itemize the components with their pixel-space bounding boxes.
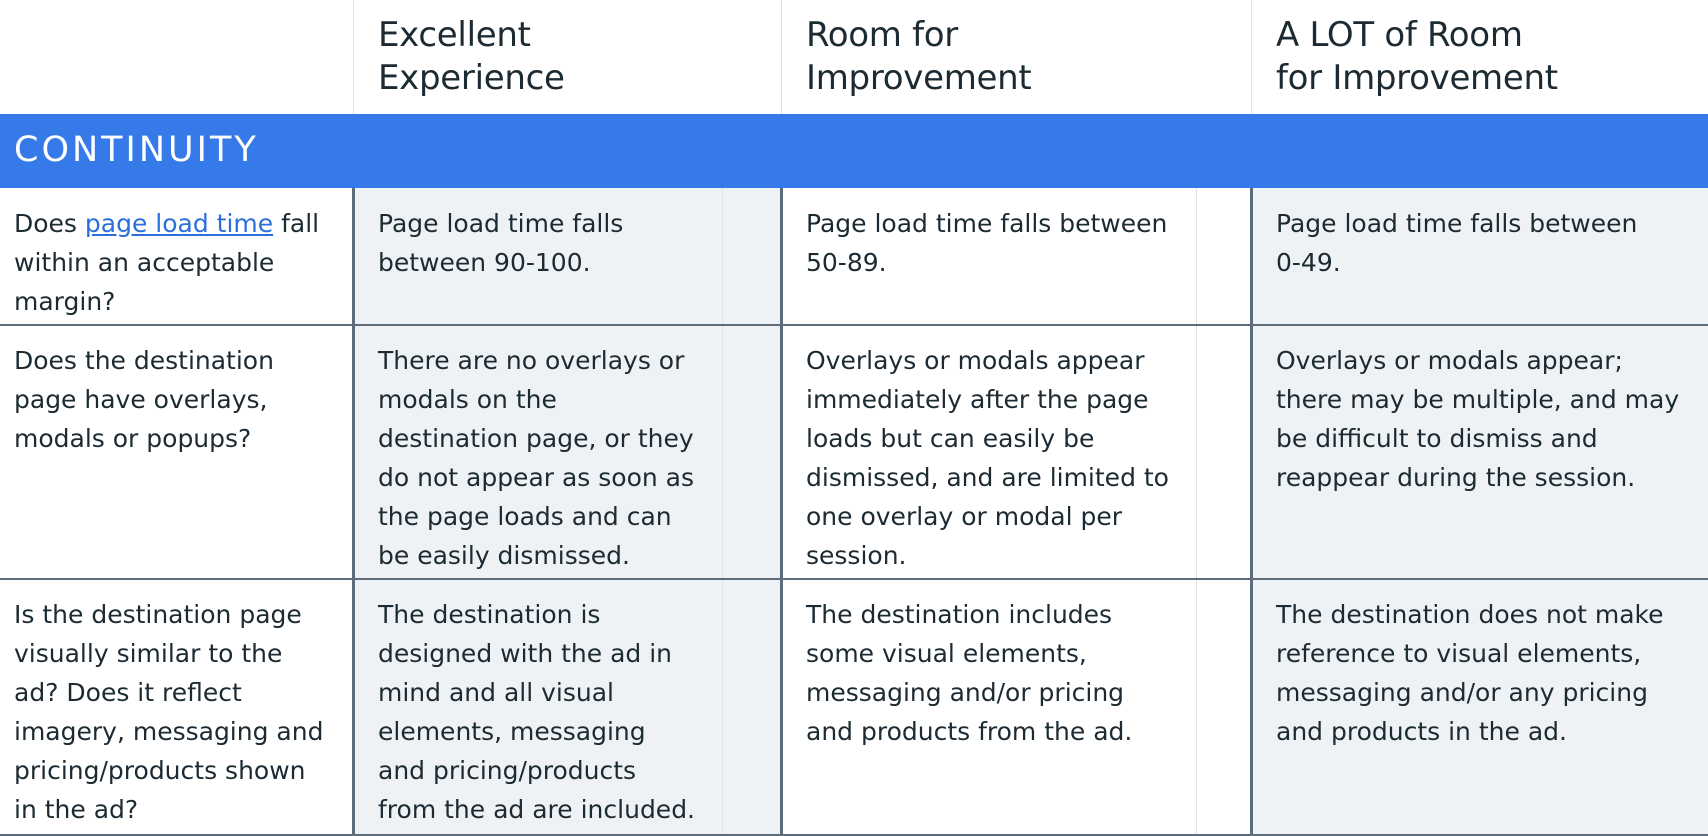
row-1-question bbox=[0, 188, 353, 325]
column-divider bbox=[352, 188, 355, 836]
column-header-excellent bbox=[354, 0, 782, 114]
section-header bbox=[0, 114, 1708, 188]
cell-text: There are no overlays or modals on the destination page, or they do not appear as soon as the page loads and can be easily dismissed. bbox=[378, 346, 695, 570]
column-divider bbox=[1250, 188, 1253, 836]
row-1-excellent bbox=[354, 188, 782, 325]
question-text: Does the destination page have overlays, modals or popups? bbox=[14, 346, 274, 453]
row-2-room bbox=[782, 325, 1252, 579]
row-3-room bbox=[782, 579, 1252, 836]
row-3-excellent bbox=[354, 579, 782, 836]
row-divider bbox=[0, 578, 1708, 580]
cell-text: The destination is designed with the ad in mind and all visual elements, messaging and pricing/products from the ad are included. bbox=[378, 600, 696, 824]
question-text: Does bbox=[14, 209, 85, 238]
row-1-room bbox=[782, 188, 1252, 325]
question-text: fall within an acceptable margin? bbox=[14, 209, 320, 316]
cell-text: The destination includes some visual elements, messaging and/or pricing and products from the ad. bbox=[806, 600, 1133, 746]
cell-text: Page load time falls between 0-49. bbox=[1276, 209, 1638, 277]
page-load-time-link[interactable]: page load time bbox=[84, 209, 274, 238]
row-2-excellent bbox=[354, 325, 782, 579]
column-header-lot bbox=[1252, 0, 1708, 114]
column-divider bbox=[780, 188, 783, 836]
question-text: Is the destination page visually similar to the ad? Does it reflect imagery, messaging and pricing/products shown in the ad? bbox=[14, 600, 324, 824]
cell-text: Page load time falls between 90-100. bbox=[378, 209, 624, 277]
cell-text: Overlays or modals appear immediately after the page loads but can easily be dismissed, and are limited to one overlay or modal per session. bbox=[806, 346, 1169, 570]
row-1-lot bbox=[1252, 188, 1708, 325]
section-title: CONTINUITY bbox=[14, 130, 259, 170]
column-header-label: Room for Improvement bbox=[806, 15, 1032, 98]
row-2-question bbox=[0, 325, 353, 579]
cell-text: Page load time falls between 50-89. bbox=[806, 209, 1168, 277]
cell-text: Overlays or modals appear; there may be multiple, and may be difficult to dismiss and reappear during the session. bbox=[1276, 346, 1680, 492]
header-divider bbox=[1251, 0, 1252, 114]
row-3-question bbox=[0, 579, 353, 836]
header-divider bbox=[781, 0, 782, 114]
column-header-label: Excellent Experience bbox=[378, 15, 565, 98]
inner-divider bbox=[1196, 188, 1197, 836]
row-3-lot bbox=[1252, 579, 1708, 836]
cell-text: The destination does not make reference to visual elements, messaging and/or any pricing and products in the ad. bbox=[1276, 600, 1664, 746]
inner-divider bbox=[722, 188, 723, 836]
row-2-lot bbox=[1252, 325, 1708, 579]
header-divider bbox=[353, 0, 354, 114]
column-header-room bbox=[782, 0, 1252, 114]
column-header-label: A LOT of Room for Improvement bbox=[1276, 15, 1558, 98]
row-divider bbox=[0, 324, 1708, 326]
